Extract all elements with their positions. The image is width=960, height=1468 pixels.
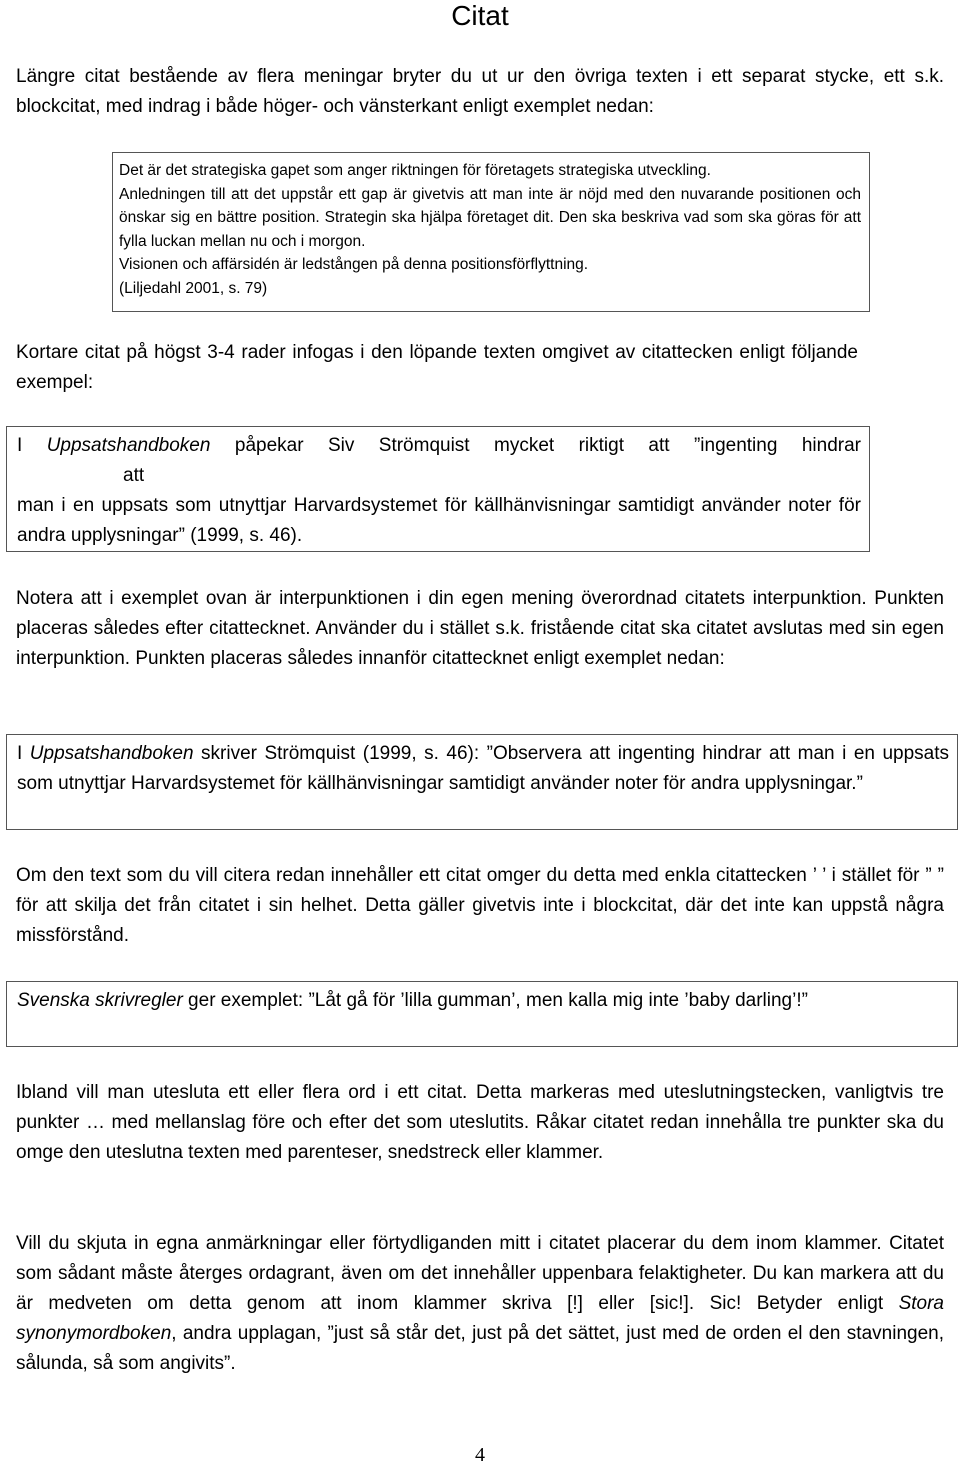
example1-line1 (17, 431, 861, 461)
blockquote-line-3: Visionen och affärsidén är ledstången på denna positionsförflyttning. (119, 256, 589, 273)
punct-efter: efter (165, 618, 204, 639)
omission-paragraph (16, 1078, 944, 1168)
example2-rest: skriver Strömquist (1999, s. 46): ”Observera att ingenting hindrar att man i en uppsats som utnyttjar Harvardsystemet för källhänvisningar samtidigt använder noter för andra upplysningar.” (17, 743, 949, 794)
example-box-1 (6, 426, 870, 552)
example2-text (17, 739, 949, 799)
example1-line3: man i en uppsats som utnyttjar Harvardsystemet för källhänvisningar samtidigt använder noter för andra upplysningar” (1999, s. 46). (17, 495, 861, 546)
remarks-part2: , andra upplagan, ”just så står det, just på det sättet, just med de orden el den stavningen, sålunda, så som angivits”. (16, 1323, 944, 1374)
example-box-2 (6, 734, 958, 830)
omission-part1: Ibland vill man utesluta ett eller flera ord i ett citat. Detta markeras med (16, 1082, 664, 1103)
example3-rest: ger exemplet: ”Låt gå för ’lilla gumman’, men kalla mig inte ’baby darling’!” (182, 990, 808, 1011)
punct-part3: citattecknet enligt exemplet nedan: (426, 648, 725, 669)
example-box-3 (6, 981, 958, 1047)
remarks-paragraph (16, 1229, 944, 1379)
example1-line1-rest: påpekar Siv Strömquist mycket riktigt att ”ingenting hindrar (210, 435, 861, 456)
example1-book-title: Uppsatshandboken (46, 435, 211, 456)
punct-part2: citattecknet. Använder du i stället s.k. fristående citat ska citatet avslutas med sin egen interpunktion. Punkten placeras således (16, 618, 944, 669)
nested-quote-paragraph: Om den text som du vill citera redan innehåller ett citat omger du detta med enkla citattecken ’ ’ i stället för ” ” för att skilja det från citatet i sin helhet. Detta gäller givetvis inte i blockcitat, där det inte kan uppstå några missförstånd. (16, 865, 944, 946)
remarks-part1: Vill du skjuta in egna anmärkningar eller förtydliganden mitt i citatet placerar du dem inom klammer. Citatet som sådant måste återges ordagrant, även om det innehåller uppenbara felaktigheter. Du kan markera att du är medveten om detta genom att inom klammer skriva [!] eller [sic!]. Sic! Betyder enligt (16, 1233, 944, 1314)
punct-innanfor: innanför (358, 648, 427, 669)
example1-prefix: I (17, 435, 47, 456)
page-number: 4 (475, 1444, 485, 1466)
punct-part1: Notera att i exemplet ovan är interpunktionen i din egen mening överordnad citatets interpunktion. Punkten placeras således (16, 588, 944, 639)
example2-book-title: Uppsatshandboken (29, 743, 194, 764)
example3-text (17, 986, 949, 1016)
blockquote-citation: (Liljedahl 2001, s. 79) (119, 279, 268, 297)
example1-line2: att (123, 465, 145, 486)
intro-paragraph: Längre citat bestående av flera meningar bryter du ut ur den övriga texten i ett separat stycke, ett s.k. blockcitat, med indrag i både höger- och vänsterkant enligt exemplet nedan: (16, 66, 944, 117)
omission-term: uteslutningstecken (663, 1082, 822, 1103)
omission-part2: , vanligtvis tre punkter … med mellanslag före och efter det som uteslutits. Råkar citatet redan innehålla tre punkter ska du omge den uteslutna texten med parenteser, snedstreck eller klammer. (16, 1082, 944, 1163)
punctuation-paragraph (16, 584, 944, 674)
example3-book-title: Svenska skrivregler (17, 990, 183, 1011)
blockquote-line-2: Anledningen till att det uppstår ett gap är givetvis att man inte är nöjd med den nuvarande positionen och önskar sig en bättre position. Strategin ska hjälpa företaget dit. Den ska beskriva vad som ska göras för att fylla luckan mellan nu och i morgon. (119, 185, 861, 250)
blockquote-line-1: Det är det strategiska gapet som anger riktningen för företagets strategiska utveckling. (119, 162, 711, 179)
remarks-book-title: Stora synonymordboken (16, 1293, 944, 1344)
example2-prefix: I (17, 743, 30, 764)
page-title: Citat (451, 0, 509, 31)
blockquote-box (112, 152, 870, 312)
short-quote-paragraph: Kortare citat på högst 3-4 rader infogas i den löpande texten omgivet av citattecken enligt följande exempel: (16, 342, 858, 393)
